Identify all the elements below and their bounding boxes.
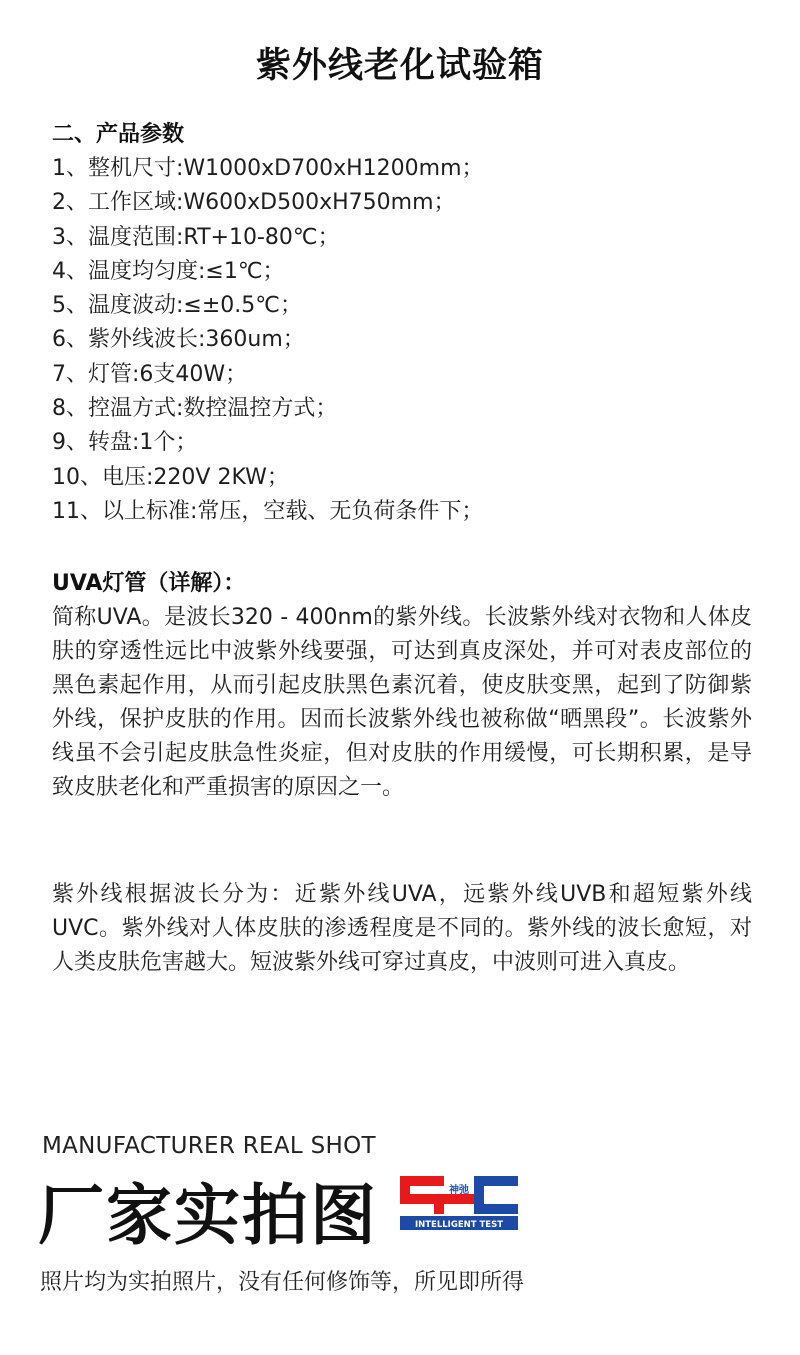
spec-item-standard: 11、以上标准:常压，空载、无负荷条件下； bbox=[52, 498, 484, 524]
manufacturer-cn-title: 厂家实拍图 bbox=[38, 1177, 378, 1254]
uva-paragraph: 简称UVA。是波长320 - 400nm的紫外线。长波紫外线对衣物和人体皮肤的穿透性远比中波紫外线要强，可达到真皮深处，并可对表皮部位的黑色素起作用，从而引起皮肤黑色素沉着，使皮肤变黑，起到了防御紫外线，保护皮肤的作用。因而长波紫外线也被称做“晒黑段”。长波紫外线虽不会引起皮肤急性炎症，但对皮肤的作用缓慢，可长期积累，是导致皮肤老化和严重损害的原因之一。 bbox=[52, 605, 752, 800]
spec-item-temp-range: 3、温度范围:RT+10-80℃； bbox=[52, 224, 340, 250]
spec-list bbox=[52, 152, 752, 529]
logo-en-text: INTELLIGENT TEST bbox=[414, 1220, 504, 1230]
spec-item-work-area: 2、工作区域:W600xD500xH750mm； bbox=[52, 190, 456, 216]
spec-item-temp-fluctuation: 5、温度波动:≤±0.5℃； bbox=[52, 293, 302, 319]
manufacturer-note: 照片均为实拍照片，没有任何修饰等，所见即所得 bbox=[40, 1270, 525, 1295]
spec-item-uv-wavelength: 6、紫外线波长:360um； bbox=[52, 327, 305, 353]
spec-item-temp-uniformity: 4、温度均匀度:≤1℃； bbox=[52, 258, 285, 284]
product-params-heading: 二、产品参数 bbox=[52, 122, 185, 147]
spec-item-control-mode: 8、控温方式:数控温控方式； bbox=[52, 396, 338, 422]
spec-item-voltage: 10、电压:220V 2KW； bbox=[52, 464, 289, 490]
logo-cn-text: 神弛 bbox=[449, 1185, 469, 1196]
spec-item-turntable: 9、转盘:1个； bbox=[52, 430, 198, 456]
manufacturer-en-title: MANUFACTURER REAL SHOT bbox=[42, 1133, 376, 1159]
product-params-section bbox=[52, 118, 752, 529]
uva-section bbox=[52, 567, 752, 805]
spec-item-lamp: 7、灯管:6支40W； bbox=[52, 361, 248, 387]
spec-item-size: 1、整机尺寸:W1000xD700xH1200mm； bbox=[52, 156, 484, 181]
uv-classification-paragraph: 紫外线根据波长分为：近紫外线UVA，远紫外线UVB和超短紫外线UVC。紫外线对人体皮肤的渗透程度是不同的。紫外线的波长愈短，对人类皮肤危害越大。短波紫外线可穿过真皮，中波则可进入真皮。 bbox=[52, 882, 752, 975]
uva-heading: UVA灯管（详解）： bbox=[52, 571, 246, 596]
company-logo bbox=[398, 1172, 522, 1234]
uv-classification-section bbox=[52, 878, 752, 980]
page-title: 紫外线老化试验箱 bbox=[255, 46, 544, 86]
